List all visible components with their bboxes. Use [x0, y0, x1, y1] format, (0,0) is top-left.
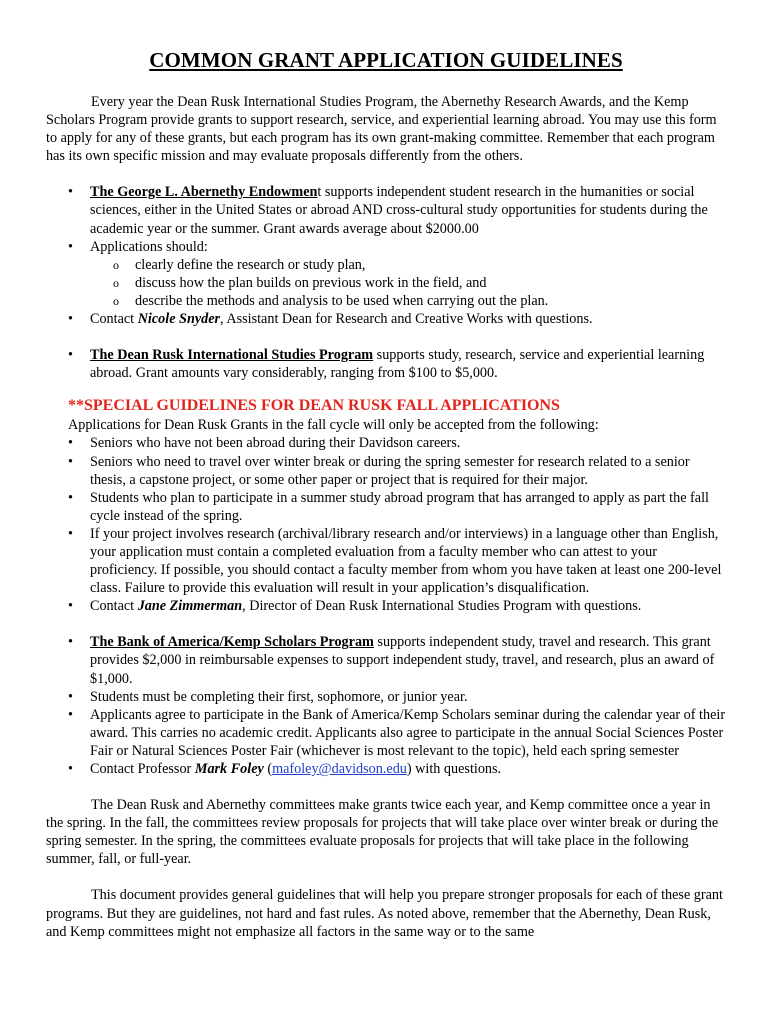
committees-paragraph: The Dean Rusk and Abernethy committees make grants twice each year, and Kemp committee once a year in the spring. In the fall, the committees review proposals for projects that will take place over winter break or during the spring semester. In the spring, the committees evaluate proposals for projects that will take place in the following summer, fall, or full-year.: [46, 797, 719, 868]
special-item: • Students who plan to participate in a summer study abroad program that has arranged to apply as part the fall cycle instead of the spring.: [46, 489, 726, 525]
contact-name: Mark Foley: [194, 761, 264, 777]
kemp-item: [46, 633, 726, 687]
contact-paren: (: [263, 761, 273, 777]
contact-suffix: ) with questions.: [406, 761, 502, 777]
kemp-sub-item: • Applicants agree to participate in the Bank of America/Kemp Scholars seminar during the calendar year of their award. This carries no academic credit. Applicants also agree to participate in the annual Social Sciences Poster Fair or Natural Sciences Poster Fair (whichever is most relevant to the topic), held each spring semester: [46, 706, 726, 760]
contact-name: Nicole Snyder: [137, 311, 221, 328]
sub-item: o discuss how the plan builds on previous work in the field, and: [90, 274, 726, 292]
kemp-sub-item: • Students must be completing their first, sophomore, or junior year.: [46, 688, 726, 706]
sub-item: o describe the methods and analysis to be used when carrying out the plan.: [90, 292, 726, 310]
kemp-contact: [46, 760, 726, 778]
page-title: COMMON GRANT APPLICATION GUIDELINES: [149, 48, 623, 72]
special-item: • If your project involves research (archival/library research and/or interviews) in a language other than English, your application must contain a completed evaluation from a faculty member who can attest to your proficiency. If possible, you should contact a faculty member from whom you have taken at least one 200-level class. Failure to provide this evaluation will result in your application’s disqualification.: [46, 525, 726, 597]
contact-prefix: Contact: [90, 598, 138, 615]
contact-suffix: , Director of Dean Rusk International Studies Program with questions.: [242, 598, 642, 615]
special-list: [46, 434, 726, 615]
sub-item: o clearly define the research or study plan,: [90, 256, 726, 274]
abernethy-list: [46, 183, 726, 328]
abernethy-desc: t supports independent student research in the humanities or social sciences, either in the United States or abroad AND cross-cultural study opportunities for students during the academic year or the summer. Grant awards average about $2000.00: [90, 184, 708, 237]
special-item: • Seniors who need to travel over winter break or during the spring semester for research related to a senior thesis, a capstone project, or some other paper or project that is required for their major.: [46, 453, 726, 489]
special-guidelines-heading: **SPECIAL GUIDELINES FOR DEAN RUSK FALL APPLICATIONS: [68, 397, 560, 415]
contact-prefix: Contact Professor: [90, 761, 195, 777]
special-contact: [46, 597, 726, 615]
special-lead: Applications for Dean Rusk Grants in the fall cycle will only be accepted from the following:: [68, 417, 599, 434]
special-item: • Seniors who have not been abroad during their Davidson careers.: [46, 434, 726, 452]
kemp-list: [46, 633, 726, 778]
dean-rusk-list: [46, 346, 726, 382]
kemp-title: The Bank of America/Kemp Scholars Program: [90, 634, 374, 651]
contact-prefix: Contact: [90, 311, 138, 328]
document-page: [46, 48, 726, 941]
abernethy-sub-list: [90, 256, 726, 310]
contact-suffix: , Assistant Dean for Research and Creative Works with questions.: [220, 311, 593, 328]
dean-rusk-title: The Dean Rusk International Studies Program: [90, 347, 374, 364]
email-link[interactable]: mafoley@davidson.edu: [272, 761, 407, 777]
document-paragraph: This document provides general guidelines that will help you prepare stronger proposals for each of these grant programs. But they are guidelines, not hard and fast rules. As noted above, remember that the Abernethy, Dean Rusk, and Kemp committees might not emphasize all factors in the same way or to the same: [46, 887, 723, 940]
kemp-desc: supports independent study, travel and research. This grant provides $2,000 in reimbursable expenses to support independent study, travel, and research, plus an award of $1,000.: [90, 634, 715, 687]
dean-rusk-desc: supports study, research, service and experiential learning abroad. Grant amounts vary considerably, ranging from $100 to $5,000.: [90, 347, 705, 382]
applications-should-label: Applications should:: [90, 238, 208, 255]
dean-rusk-item: [46, 346, 726, 382]
abernethy-item: [46, 183, 726, 237]
applications-should-item: [46, 238, 726, 310]
abernethy-contact: [46, 310, 726, 328]
intro-paragraph: Every year the Dean Rusk International Studies Program, the Abernethy Research Awards, and the Kemp Scholars Program provide grants to support research, service, and experiential learning abroad. You may use this form to apply for any of these grants, but each program has its own grant-making committee. Remember that each program has its own specific mission and may evaluate proposals differently from the others.: [46, 94, 717, 165]
abernethy-title: The George L. Abernethy Endowmen: [90, 184, 318, 201]
contact-name: Jane Zimmerman: [137, 598, 243, 615]
